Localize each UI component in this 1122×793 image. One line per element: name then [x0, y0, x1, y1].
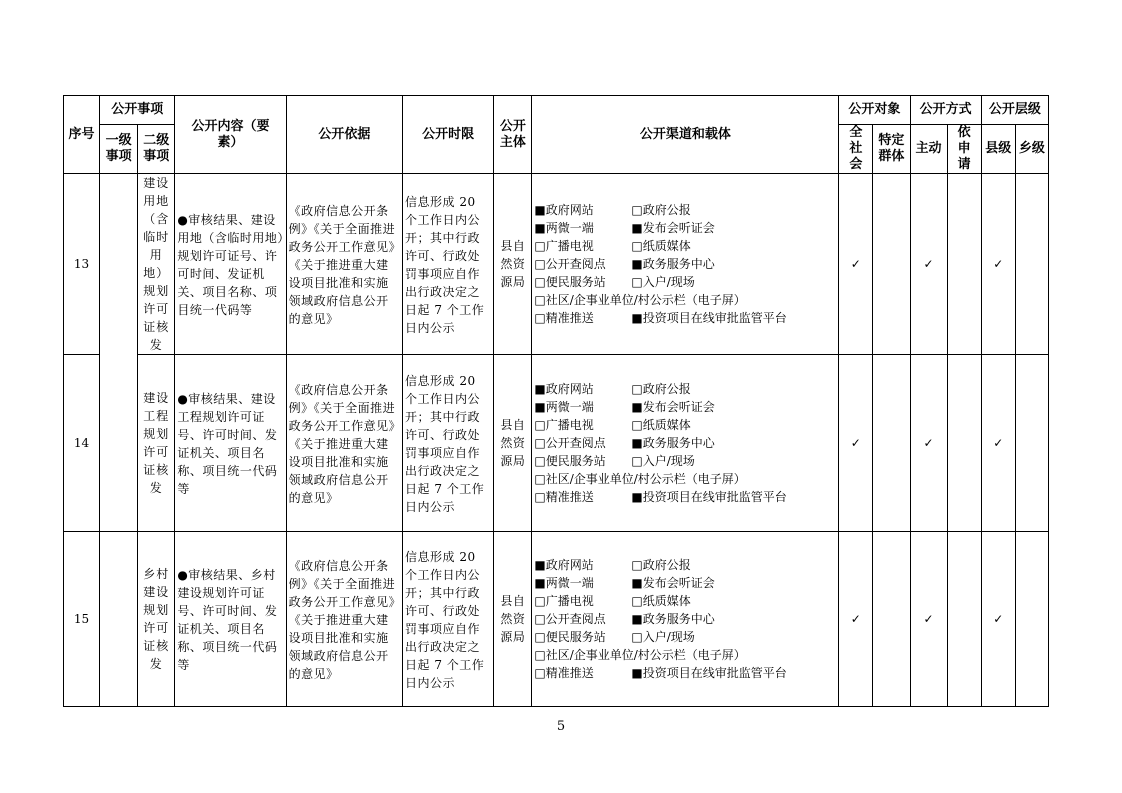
target-specific-cell — [873, 532, 910, 707]
row-time-limit: 信息形成 20 个工作日内公开；其中行政许可、行政处罚事项应自作出行政决定之日起 7 个工作日内公示 — [403, 355, 494, 532]
row-channels — [532, 355, 839, 532]
channel-item: □政府公报 — [631, 382, 691, 396]
channel-item: ■政府网站 — [534, 558, 594, 572]
row-time-limit: 信息形成 20 个工作日内公开；其中行政许可、行政处罚事项应自作出行政决定之日起 7 个工作日内公示 — [403, 532, 494, 707]
header-level-township: 乡级 — [1015, 125, 1048, 174]
row-channels — [532, 532, 839, 707]
level1-cell — [100, 532, 138, 707]
channel-item: ■两微一端 — [534, 400, 594, 414]
page-number: 5 — [556, 719, 566, 734]
channel-item: □入户/现场 — [631, 630, 695, 644]
row-content: ●审核结果、建设工程规划许可证号、许可时间、发证机关、项目名称、项目统一代码等 — [175, 355, 286, 532]
check-mark-icon: ✓ — [981, 532, 1015, 707]
channel-item: □社区/企事业单位/村公示栏（电子屏） — [534, 293, 746, 307]
header-mode-active: 主动 — [910, 125, 947, 174]
row-subject: 县自然资源局 — [494, 532, 532, 707]
mode-request-cell — [947, 532, 981, 707]
header-mode-request: 依申请 — [947, 125, 981, 174]
target-specific-cell — [873, 355, 910, 532]
channel-item: ■发布会听证会 — [631, 576, 715, 590]
disclosure-table — [63, 95, 1049, 707]
channel-item: □政府公报 — [631, 558, 691, 572]
header-content: 公开内容（要素） — [175, 96, 286, 174]
row-content: ●审核结果、建设用地（含临时用地）规划许可证号、许可时间、发证机关、项目名称、项目统一代码等 — [175, 174, 286, 355]
row-basis: 《政府信息公开条例》《关于全面推进政务公开工作意见》《关于推进重大建设项目批准和实施领域政府信息公开的意见》 — [286, 174, 402, 355]
check-mark-icon: ✓ — [910, 532, 947, 707]
channel-item: ■两微一端 — [534, 576, 594, 590]
channel-item: ■投资项目在线审批监管平台 — [631, 666, 787, 680]
channel-item: □纸质媒体 — [631, 418, 691, 432]
level-township-cell — [1015, 174, 1048, 355]
channel-item: □社区/企事业单位/村公示栏（电子屏） — [534, 472, 746, 486]
channel-item: ■政务服务中心 — [631, 612, 715, 626]
channel-item: ■投资项目在线审批监管平台 — [631, 490, 787, 504]
channel-item: □入户/现场 — [631, 454, 695, 468]
check-mark-icon: ✓ — [981, 174, 1015, 355]
header-target-all: 全社会 — [839, 125, 873, 174]
row-basis: 《政府信息公开条例》《关于全面推进政务公开工作意见》《关于推进重大建设项目批准和实施领域政府信息公开的意见》 — [286, 532, 402, 707]
row-subject: 县自然资源局 — [494, 174, 532, 355]
channel-item: □广播电视 — [534, 594, 594, 608]
channel-item: □公开查阅点 — [534, 612, 606, 626]
header-items: 公开事项 — [100, 96, 175, 125]
check-mark-icon: ✓ — [910, 174, 947, 355]
row-level2: 乡村建设规划许可证核发 — [138, 532, 175, 707]
check-mark-icon: ✓ — [839, 532, 873, 707]
channel-item: ■投资项目在线审批监管平台 — [631, 311, 787, 325]
header-subject: 公开主体 — [494, 96, 532, 174]
header-mode: 公开方式 — [910, 96, 981, 125]
channel-item: □政府公报 — [631, 203, 691, 217]
channel-item: ■两微一端 — [534, 221, 594, 235]
level-township-cell — [1015, 532, 1048, 707]
channel-item: □广播电视 — [534, 239, 594, 253]
channel-item: ■政务服务中心 — [631, 257, 715, 271]
header-channels: 公开渠道和载体 — [532, 96, 839, 174]
level-township-cell — [1015, 355, 1048, 532]
header-row-1 — [64, 96, 1049, 125]
row-time-limit: 信息形成 20 个工作日内公开；其中行政许可、行政处罚事项应自作出行政决定之日起 7 个工作日内公示 — [403, 174, 494, 355]
row-seq: 15 — [64, 532, 100, 707]
row-seq: 14 — [64, 355, 100, 532]
check-mark-icon: ✓ — [910, 355, 947, 532]
channel-item: ■发布会听证会 — [631, 221, 715, 235]
header-target: 公开对象 — [839, 96, 910, 125]
channel-item: □公开查阅点 — [534, 436, 606, 450]
table-row — [64, 355, 1049, 532]
mode-request-cell — [947, 174, 981, 355]
row-seq: 13 — [64, 174, 100, 355]
header-basis: 公开依据 — [286, 96, 402, 174]
header-level-county: 县级 — [981, 125, 1015, 174]
row-level2: 建设工程规划许可证核发 — [138, 355, 175, 532]
check-mark-icon: ✓ — [981, 355, 1015, 532]
channel-item: □精准推送 — [534, 490, 594, 504]
header-seq: 序号 — [64, 96, 100, 174]
level1-cell — [100, 174, 138, 532]
channel-item: □公开查阅点 — [534, 257, 606, 271]
channel-item: □纸质媒体 — [631, 594, 691, 608]
channel-item: □社区/企事业单位/村公示栏（电子屏） — [534, 648, 746, 662]
row-channels — [532, 174, 839, 355]
check-mark-icon: ✓ — [839, 174, 873, 355]
row-level2: 建设用地（含临时用地）规划许可证核发 — [138, 174, 175, 355]
channel-item: □精准推送 — [534, 311, 594, 325]
channel-item: ■政府网站 — [534, 382, 594, 396]
channel-item: □入户/现场 — [631, 275, 695, 289]
channel-item: ■政府网站 — [534, 203, 594, 217]
table-row — [64, 174, 1049, 355]
target-specific-cell — [873, 174, 910, 355]
channel-item: ■政务服务中心 — [631, 436, 715, 450]
channel-item: □纸质媒体 — [631, 239, 691, 253]
header-level2: 二级事项 — [138, 125, 175, 174]
header-time-limit: 公开时限 — [403, 96, 494, 174]
table-row — [64, 532, 1049, 707]
header-level1: 一级事项 — [100, 125, 138, 174]
channel-item: ■发布会听证会 — [631, 400, 715, 414]
channel-item: □便民服务站 — [534, 275, 606, 289]
header-level: 公开层级 — [981, 96, 1048, 125]
row-content: ●审核结果、乡村建设规划许可证号、许可时间、发证机关、项目名称、项目统一代码等 — [175, 532, 286, 707]
channel-item: □精准推送 — [534, 666, 594, 680]
channel-item: □广播电视 — [534, 418, 594, 432]
mode-request-cell — [947, 355, 981, 532]
channel-item: □便民服务站 — [534, 630, 606, 644]
row-subject: 县自然资源局 — [494, 355, 532, 532]
check-mark-icon: ✓ — [839, 355, 873, 532]
header-target-specific: 特定群体 — [873, 125, 910, 174]
row-basis: 《政府信息公开条例》《关于全面推进政务公开工作意见》《关于推进重大建设项目批准和实施领域政府信息公开的意见》 — [286, 355, 402, 532]
channel-item: □便民服务站 — [534, 454, 606, 468]
